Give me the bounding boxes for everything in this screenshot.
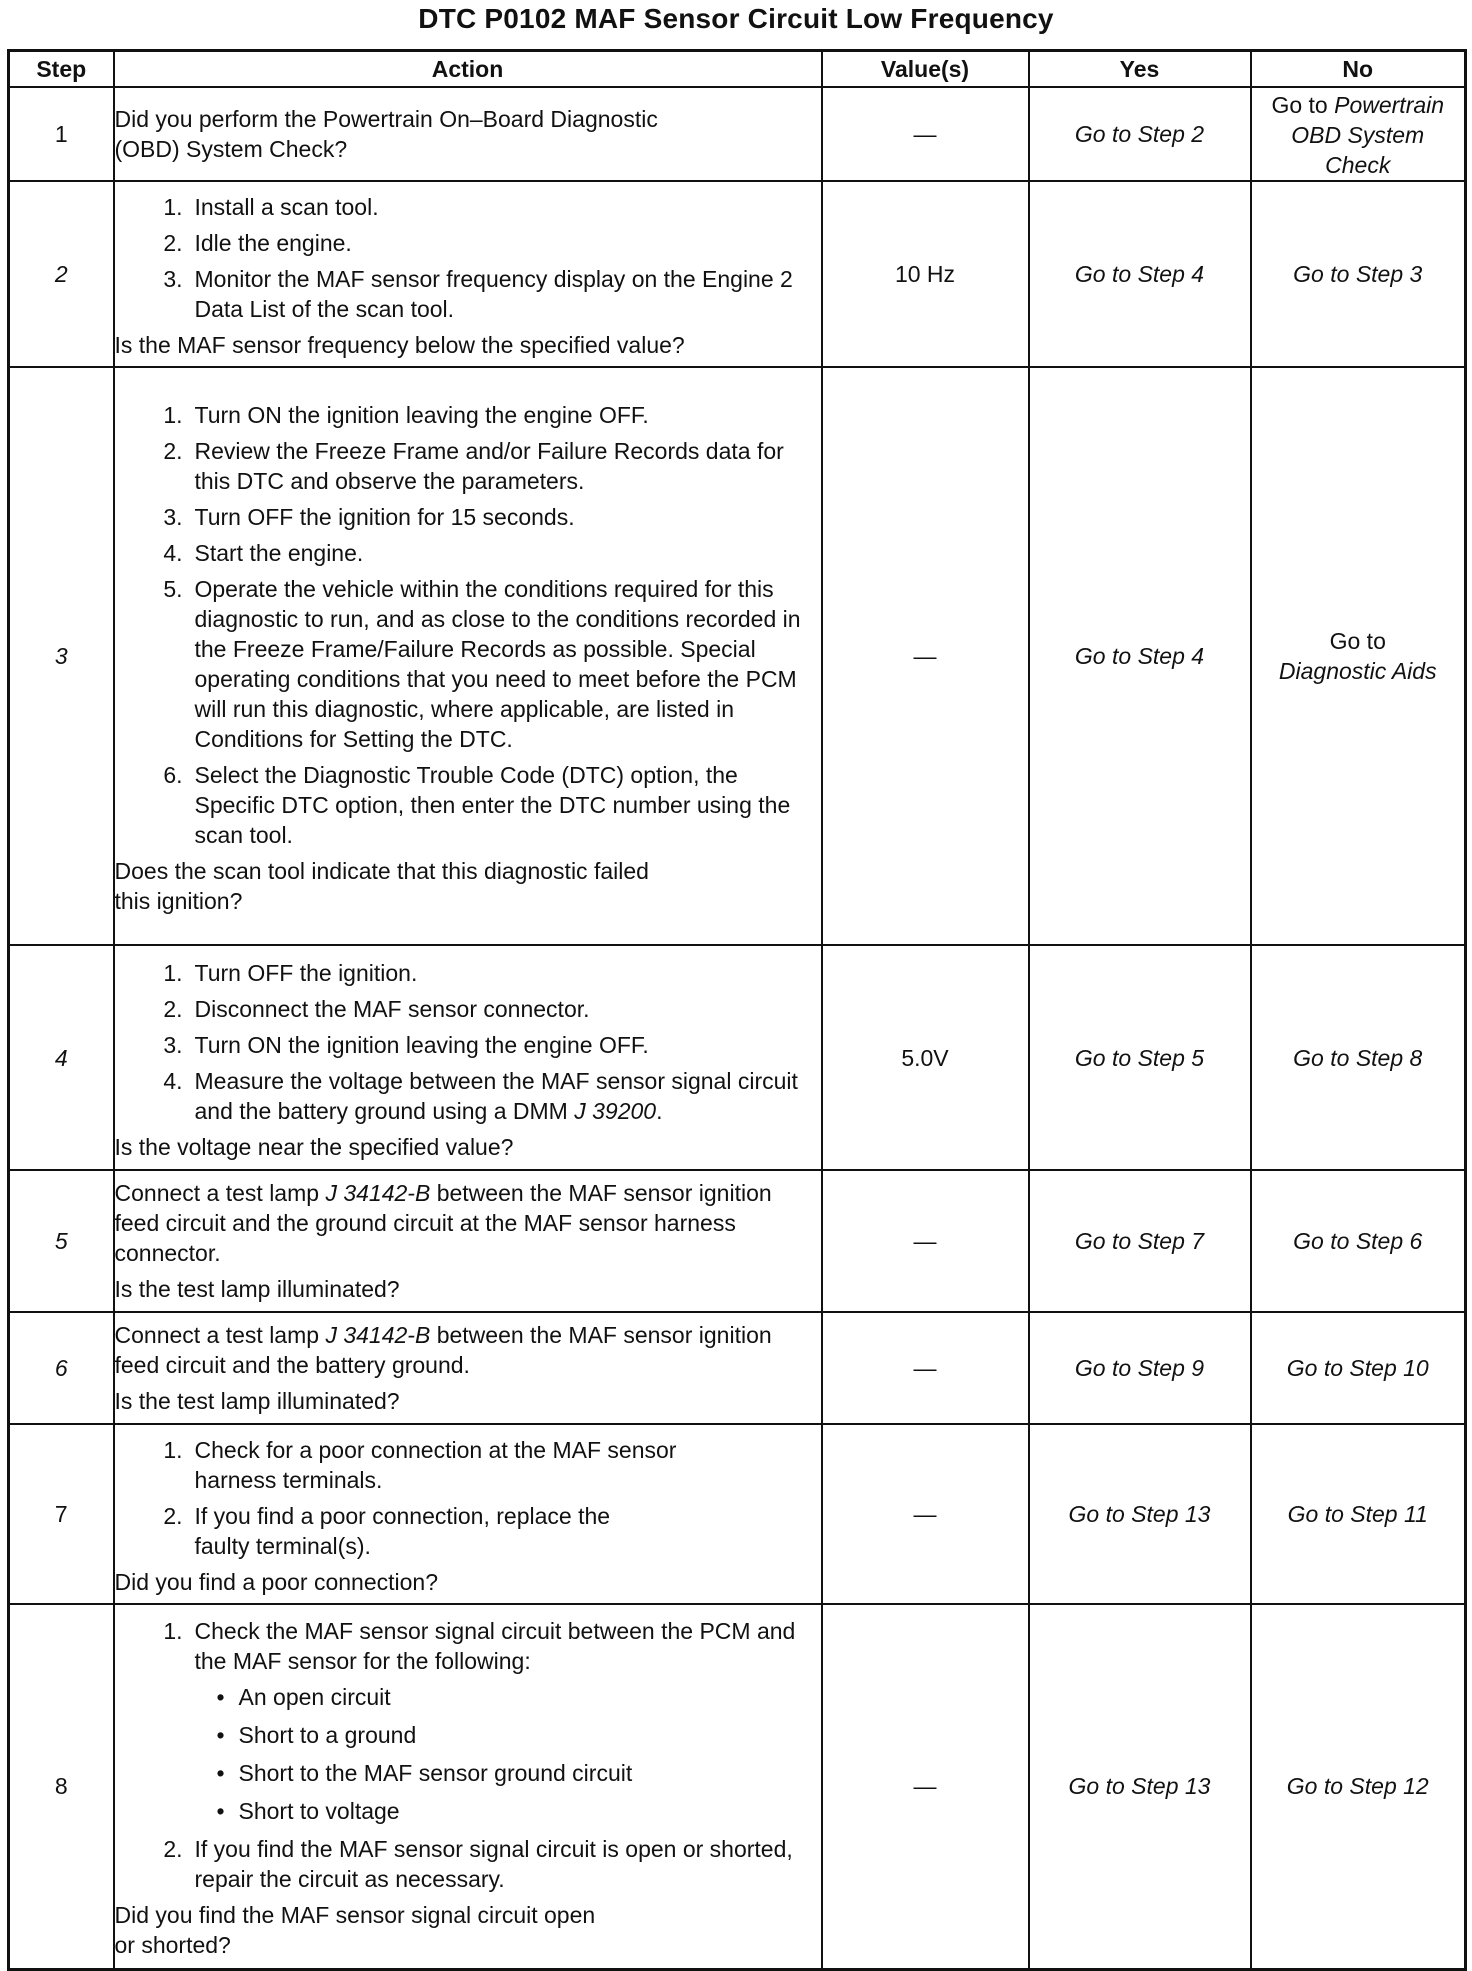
yes-cell: Go to Step 4	[1029, 181, 1251, 367]
list-item	[115, 228, 821, 258]
item-text: If you find the MAF sensor signal circuit is open or shorted, repair the circuit as necessary.	[194, 1836, 793, 1893]
question-text: this ignition?	[114, 888, 243, 914]
item-text: Start the engine.	[194, 540, 364, 566]
no-cell: Go to Step 11	[1251, 1424, 1466, 1604]
action-text: Did you perform the Powertrain On–Board Diagnostic	[114, 106, 658, 132]
action-text	[115, 1178, 821, 1268]
item-text: Monitor the MAF sensor frequency display on the Engine 2 Data List of the scan tool.	[194, 266, 793, 322]
value-cell: —	[822, 1424, 1029, 1604]
bullet-text: Short to the MAF sensor ground circuit	[238, 1760, 633, 1787]
item-text: Operate the vehicle within the conditions required for this diagnostic to run, and as close to the conditions recorded in the Freeze Frame/Failure Records as possible. Special operating conditions that you need to meet before the PCM will run this diagnostic, where applicable, are listed in Conditions for Setting the DTC.	[194, 576, 801, 752]
list-item	[115, 400, 821, 430]
bullet-text: An open circuit	[238, 1684, 391, 1711]
no-line: Diagnostic Aids	[1278, 658, 1437, 684]
action-text	[115, 1320, 821, 1380]
item-text-part: .	[656, 1097, 663, 1124]
item-text: Turn OFF the ignition for 15 seconds.	[194, 504, 575, 530]
bullet-icon: •	[216, 1760, 225, 1787]
action-cell	[114, 1170, 822, 1312]
value-cell: —	[822, 1604, 1029, 1969]
yes-cell: Go to Step 2	[1029, 87, 1251, 181]
item-text: Check the MAF sensor signal circuit between the PCM and the MAF sensor for the following:	[194, 1618, 796, 1675]
item-text: Check for a poor connection at the MAF sensor harness terminals.	[194, 1437, 677, 1493]
item-text: Turn ON the ignition leaving the engine OFF.	[194, 402, 649, 428]
bullet-item	[115, 1720, 821, 1750]
item-number: 3.	[163, 504, 183, 530]
table-row	[9, 181, 1466, 367]
table-row	[9, 1312, 1466, 1424]
list-item	[115, 958, 821, 988]
yes-cell: Go to Step 13	[1029, 1424, 1251, 1604]
value-cell: 10 Hz	[822, 181, 1029, 367]
action-cell	[114, 1312, 822, 1424]
action-cell	[114, 945, 822, 1170]
item-number: 1.	[163, 1618, 183, 1645]
bullet-text: Short to a ground	[238, 1722, 417, 1749]
item-number: 5.	[163, 576, 183, 602]
list-item	[115, 1435, 821, 1495]
action-cell	[114, 1424, 822, 1604]
tool-number: J 34142-B	[325, 1322, 431, 1348]
table-row	[9, 1424, 1466, 1604]
yes-cell: Go to Step 5	[1029, 945, 1251, 1170]
tool-number: J 34142-B	[325, 1180, 431, 1206]
list-item	[115, 1616, 821, 1676]
item-number: 4.	[163, 540, 183, 566]
bullet-icon: •	[216, 1798, 225, 1825]
action-cell	[114, 181, 822, 367]
table-row	[9, 1604, 1466, 1969]
yes-cell: Go to Step 7	[1029, 1170, 1251, 1312]
no-link: Powertrain	[1334, 92, 1445, 118]
list-item	[115, 436, 821, 496]
header-step: Step	[9, 51, 114, 88]
value-cell: —	[822, 1170, 1029, 1312]
step-number: 8	[9, 1604, 114, 1969]
step-number: 6	[9, 1312, 114, 1424]
bullet-item	[115, 1758, 821, 1788]
list-item	[115, 502, 821, 532]
item-text: Select the Diagnostic Trouble Code (DTC) option, the Specific DTC option, then enter the DTC number using the scan tool.	[194, 762, 791, 848]
question-text: Is the test lamp illuminated?	[114, 1276, 400, 1302]
no-cell: Go to Step 6	[1251, 1170, 1466, 1312]
yes-cell: Go to Step 9	[1029, 1312, 1251, 1424]
item-text: Install a scan tool.	[194, 194, 379, 220]
header-no: No	[1251, 51, 1466, 88]
item-number: 1.	[163, 959, 183, 986]
step-number: 7	[9, 1424, 114, 1604]
bullet-icon: •	[216, 1684, 225, 1711]
list-item	[115, 1066, 821, 1126]
item-text: Turn ON the ignition leaving the engine OFF.	[194, 1031, 649, 1058]
step-number: 2	[9, 181, 114, 367]
item-text: Turn OFF the ignition.	[194, 959, 418, 986]
item-number: 1.	[163, 1437, 183, 1463]
step-number: 4	[9, 945, 114, 1170]
page-title: DTC P0102 MAF Sensor Circuit Low Frequency	[418, 3, 1054, 34]
item-number: 2.	[163, 438, 183, 464]
list-item	[115, 264, 821, 324]
value-cell: —	[822, 87, 1029, 181]
list-item	[115, 1834, 821, 1894]
value-cell: 5.0V	[822, 945, 1029, 1170]
item-number: 3.	[163, 266, 183, 292]
table-row	[9, 367, 1466, 945]
action-text-part: between the MAF sensor ignition feed circuit and the ground circuit at the MAF sensor harness connector.	[114, 1180, 772, 1266]
item-number: 3.	[163, 1031, 183, 1058]
item-text: If you find a poor connection, replace the faulty terminal(s).	[194, 1503, 611, 1559]
item-number: 4.	[163, 1067, 183, 1094]
table-row	[9, 87, 1466, 181]
tool-number: J 39200	[574, 1097, 657, 1124]
value-cell: —	[822, 1312, 1029, 1424]
item-number: 1.	[163, 402, 183, 428]
no-cell: Go to Step 8	[1251, 945, 1466, 1170]
action-cell	[114, 367, 822, 945]
no-line	[1252, 90, 1465, 120]
step-number: 1	[9, 87, 114, 181]
item-number: 2.	[163, 1836, 183, 1863]
no-line: OBD System	[1291, 122, 1425, 148]
step-number: 3	[9, 367, 114, 945]
yes-cell: Go to Step 13	[1029, 1604, 1251, 1969]
item-number: 2.	[163, 995, 183, 1022]
value-cell: —	[822, 367, 1029, 945]
question-text: Does the scan tool indicate that this diagnostic failed	[114, 858, 649, 884]
no-cell	[1251, 367, 1466, 945]
action-text: (OBD) System Check?	[114, 136, 348, 162]
header-values: Value(s)	[822, 51, 1029, 88]
list-item	[115, 760, 821, 850]
bullet-text: Short to voltage	[238, 1798, 400, 1825]
item-text: Idle the engine.	[194, 230, 352, 256]
step-number: 5	[9, 1170, 114, 1312]
action-cell	[114, 1604, 822, 1969]
action-text-part: between the MAF sensor ignition feed circuit and the battery ground.	[114, 1322, 772, 1378]
list-item	[115, 994, 821, 1024]
question-text: Is the MAF sensor frequency below the specified value?	[114, 332, 685, 358]
diagnostic-table	[7, 49, 1467, 1971]
question-text: Did you find the MAF sensor signal circuit open	[114, 1902, 596, 1929]
action-text-part: Connect a test lamp	[114, 1180, 326, 1206]
question-text: Is the test lamp illuminated?	[114, 1388, 400, 1414]
item-number: 2.	[163, 230, 183, 256]
item-text	[195, 1066, 821, 1126]
no-line: Go to	[1329, 628, 1386, 654]
question-text: Is the voltage near the specified value?	[114, 1133, 514, 1160]
table-row	[9, 1170, 1466, 1312]
question-text: or shorted?	[114, 1932, 231, 1959]
item-number: 1.	[163, 194, 183, 220]
item-text: Review the Freeze Frame and/or Failure Records data for this DTC and observe the parameters.	[194, 438, 784, 494]
item-number: 6.	[163, 762, 183, 788]
table-header-row	[9, 51, 1466, 88]
item-text: Disconnect the MAF sensor connector.	[194, 995, 590, 1022]
list-item	[115, 192, 821, 222]
yes-cell: Go to Step 4	[1029, 367, 1251, 945]
no-line: Check	[1325, 152, 1391, 178]
bullet-item	[115, 1796, 821, 1826]
question-text: Did you find a poor connection?	[114, 1569, 438, 1595]
list-item	[115, 1030, 821, 1060]
list-item	[115, 538, 821, 568]
no-cell: Go to Step 12	[1251, 1604, 1466, 1969]
bullet-item	[115, 1682, 821, 1712]
header-action: Action	[114, 51, 822, 88]
no-prefix: Go to	[1271, 92, 1335, 118]
list-item	[115, 1501, 821, 1561]
header-yes: Yes	[1029, 51, 1251, 88]
no-cell: Go to Step 10	[1251, 1312, 1466, 1424]
no-cell: Go to Step 3	[1251, 181, 1466, 367]
list-item	[115, 574, 821, 754]
bullet-icon: •	[216, 1722, 225, 1749]
action-text-part: Connect a test lamp	[114, 1322, 326, 1348]
item-number: 2.	[163, 1503, 183, 1529]
item-text-part: Measure the voltage between the MAF sensor signal circuit and the battery ground using a DMM	[194, 1067, 798, 1124]
table-row	[9, 945, 1466, 1170]
action-cell	[114, 87, 822, 181]
no-cell	[1251, 87, 1466, 181]
